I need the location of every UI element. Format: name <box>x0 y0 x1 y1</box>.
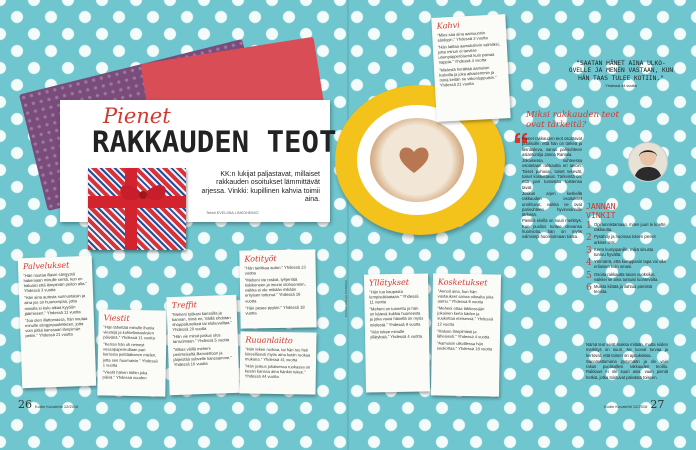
note-text: "Meheni vie roskat, tyhjentää tiskikoneen ja imuroi olohuoneen, vaikka ei ole mikään mikään erityisen tottunut." Yhdessä 16 vuotta <box>244 276 306 304</box>
person-icon <box>629 143 667 181</box>
note-text: "Aamuisin ulkoillessa hän suukottaa." Yhdessä 18 vuotta <box>436 340 493 352</box>
note-treffit <box>166 295 239 395</box>
note-text: "Hän aina autosta sunnuntaisin ja aina jos on huonompaa, jotta minulla ei kulu aikaa kyyöön jäämiseen." Yhdessä 11 vuotta <box>24 293 86 316</box>
tip-text: Kerro kumppanille, mikä sinusta tuntuu hyvältä. <box>594 246 654 258</box>
note-title: Kahvi <box>436 20 460 31</box>
gift-bow-icon <box>115 180 171 210</box>
tip-number: 2 <box>586 233 592 244</box>
note-kahvi <box>431 14 510 122</box>
note-text: "Joa olen illattomassa, hän noutaa minulle sängynpuolekkeen, jotta voin pitää kanssaan lämpimän petiin." Yhdessä 21 vuotta <box>24 315 88 339</box>
tip-text: Pysähdy ja huomaa toisen pienet arkiset teot. <box>594 234 656 245</box>
tip-item <box>586 247 666 257</box>
note-title: Treffit <box>171 300 198 311</box>
tip-number: 3 <box>586 245 592 256</box>
note-text: "Meheni on tunnettu ja hän on kätevä kukkia huoneesta ja joka vuosi hänellä on myös mielestä." Yhdessä 9 vuotta <box>369 305 424 328</box>
note-palvelukset <box>18 256 96 389</box>
page-number: 27 <box>650 398 665 411</box>
page-title: RAKKAUDEN TEOT <box>92 125 337 159</box>
note-text: "Hän tankkaa auton." Yhdessä 23 vuotta <box>244 264 306 276</box>
page-gutter <box>347 0 349 450</box>
heart-icon <box>398 146 430 174</box>
note-text: "Meheni työkasi kanssilla ja kannan, minä en, Väillä ehdotan shoppailuretkeä tai elokuvailtaa." Yhdessä 20 vuotta <box>171 310 233 333</box>
note-text: "Hän noutaa illasin sängystä hakemaan minulle sentä, kun en haluaisi että lämpimän peiton alta." Yhdessä 3 vuotta <box>23 271 88 294</box>
article-paragraph: Pienet rakkauden teot osoittavat puolisolle, että hän on tärkeä ja läsnäoleva, sanoo parisuhteen asiantuntija Janna Rantala. <box>522 136 582 157</box>
note-text: "Hän tekee ruokaa, tai hän tuo heti kiireellisesti myös aina kotiin ruokaa mukana." Yhdessä 41 vuotta <box>245 346 311 363</box>
pull-quote-text: "SAATAN HÄNET AINA ULKO-OVELLE JA MENEN VASTAAN, KUN HÄN TAAS TULEE KOTIIN." <box>568 60 674 82</box>
title-kicker: Pienet <box>103 104 171 128</box>
tip-item <box>586 259 666 269</box>
note-text: "Hän pesee pyykin." Yhdessä 18 vuotta <box>245 304 305 316</box>
tip-text: Opi tunnistamaan, miten juuri te koette rakkautta. <box>594 222 666 233</box>
page-number-right <box>604 398 664 411</box>
page-footer: Kodin Kuvalehti 12/2016 <box>604 404 648 409</box>
note-title: Viestit <box>103 313 130 323</box>
note-kosketukset <box>431 273 501 396</box>
note-text: "Mies saa aina aamuunnin sänkyyn." Yhdessä 3 vuotta <box>437 30 488 43</box>
note-text: "Vilkas väillä meheni perinteiseltä illanviettoon ja järjeistää subvelle kanssamme." Yhdessä 10 vuotta <box>173 345 232 367</box>
pull-quote <box>566 60 676 91</box>
note-yllatykset <box>364 273 430 392</box>
note-title: Ruuanlaitto <box>245 335 293 346</box>
article-column-2 <box>586 342 668 402</box>
article-heading: Miksi rakkauden teot ovat tärkeitä? <box>526 110 619 130</box>
note-title: Yllätykset <box>369 277 410 288</box>
avatar <box>628 142 668 182</box>
article-paragraph: Jokaisessa suhteessa osoitetaan rakkautta eri tavoin. Toiset puhuvat, toiset tekevät, toiset koskettavat. Tärkeintä on, että pari tunnistaa toistensa tavat. <box>522 158 582 190</box>
tip-number: 5 <box>586 270 592 281</box>
article-column-1 <box>522 136 582 398</box>
note-title: Palvelukset <box>22 260 70 272</box>
tip-item <box>586 234 666 244</box>
note-text: "Annoit aina, kun hän vastaukset sanoa oikealta joka aamu." Yhdessä 6 vuotta <box>437 288 494 305</box>
page-number-left <box>18 398 78 411</box>
article-paragraph: Nämä teot eivät maksa mitään, mutta niiden merkitys on suuri. Ne luovat turvaa ja kertovat, että toinen on ajatuksissa. <box>586 342 668 358</box>
note-kotityot <box>239 249 316 328</box>
note-viestit <box>97 309 166 396</box>
note-text: "Hän joskus jokaisessa ruokassa on kesän kanssa aina hänkin tekee." Yhdessä 44 vuotta <box>244 363 311 380</box>
article-paragraph: Joskus arjen keskellä rakkauden osoitukset unohtuvat, vaikka ne ovat parisuhteen hyvinvoinnille tärkeitä. <box>522 190 582 218</box>
tip-number: 6 <box>586 283 592 294</box>
tip-text: Ymmärrä, että kumppanin tapa voi olla erilainen kuin omasi. <box>594 259 666 270</box>
note-title: Kotityöt <box>244 254 277 264</box>
tip-item <box>586 284 666 294</box>
tip-item <box>586 222 666 232</box>
note-text: "Haluun lämpimästi ja läheisesti." Yhdessä 4 vuotta <box>436 328 490 340</box>
note-text: "Hän vie minut joskus ulos tanssimaan." Yhdessä 5 vuotta <box>172 332 230 345</box>
note-text: "Hän laittaa aamukahvin valmiiksi, jotta minun ei tarvitse unenpöpperöisenä kuin painaa nappia." Yhdessä 4 vuotta <box>437 41 500 66</box>
note-text: "Kerran hän oli neinnyt vessapaperirullaan pari kerrosta peittääkseen mielen, jotta sen huomaisin." Yhdessä 1 vuotta <box>102 341 158 368</box>
note-ruuanlaitto <box>239 331 316 394</box>
note-text: "Meheni ottaa lähtiessään jokainen kerta käden ja suukottaa eteisessä." Yhdessä 12 vuotta <box>437 305 494 327</box>
article-paragraph: Pienillä eleillä on suuri merkitys. Kun puoliso tuntee olevansa huomioitu, hän on myös valmiimpi huomioimaan toista. <box>522 218 582 240</box>
note-text: "Viestit hänen töihin joka päivä." Yhdessä vuoden <box>102 369 148 381</box>
pull-quote-signature: Yhdessä 44 vuotta <box>605 84 637 89</box>
tip-number: 4 <box>586 258 592 269</box>
credit-text: Teksti EVELIINA LINKOHEIMO <box>206 211 259 215</box>
note-title: Kosketukset <box>437 277 488 288</box>
note-text: "Hän lähettää minulle ihania viestejä ja kohteliaisuuksien päivänä." Yhdessä 11 vuotta <box>103 324 155 341</box>
note-text: "Hän tuo kaupasta lempisuklaataan." Yhdessä 11 vuotta <box>369 288 419 305</box>
article-paragraph: Sanomattomana pysymään ja ole vain rakas puolisollesi rakkauden teoilla. Rakkaus ei ole suuri asia, vaan pieniä hetkiä, jotka toistuvat päivästä toiseen. <box>586 358 668 380</box>
tip-number: 1 <box>586 221 592 231</box>
note-text: "Hän tekee minulle yllätyksiä." Yhdessä 4 vuotta <box>369 328 423 340</box>
tips-list <box>586 222 666 296</box>
page-number: 26 <box>18 398 32 411</box>
page-footer: Kodin Kuvalehti 12/2016 <box>35 404 79 409</box>
tip-text: Muista kiittää ja ilahtua pienistä teoista. <box>594 284 652 295</box>
tip-text: Osoita rakkautta tavan vuoksikin, vaikkei se aina tuntuisi luontevalta. <box>594 271 659 282</box>
tips-title: JANNAN VINKIT <box>586 201 616 221</box>
tip-item <box>586 272 666 282</box>
note-text: "Mielestä herättää aamuisin kahvilla ja joka aikaisemmin ja minä keitän ne viikonloppuisin." Yhdessä 21 vuotta <box>438 64 497 88</box>
lead-text: KK:n lukijat paljastavat, millaiset rakkauden osoitukset lämmittävät arjessa. Vinkki: kupillinen kahvia toimii aina. <box>201 171 320 204</box>
photo-credit: KUVA KUVALEHTI/ANNIKA <box>344 280 348 318</box>
